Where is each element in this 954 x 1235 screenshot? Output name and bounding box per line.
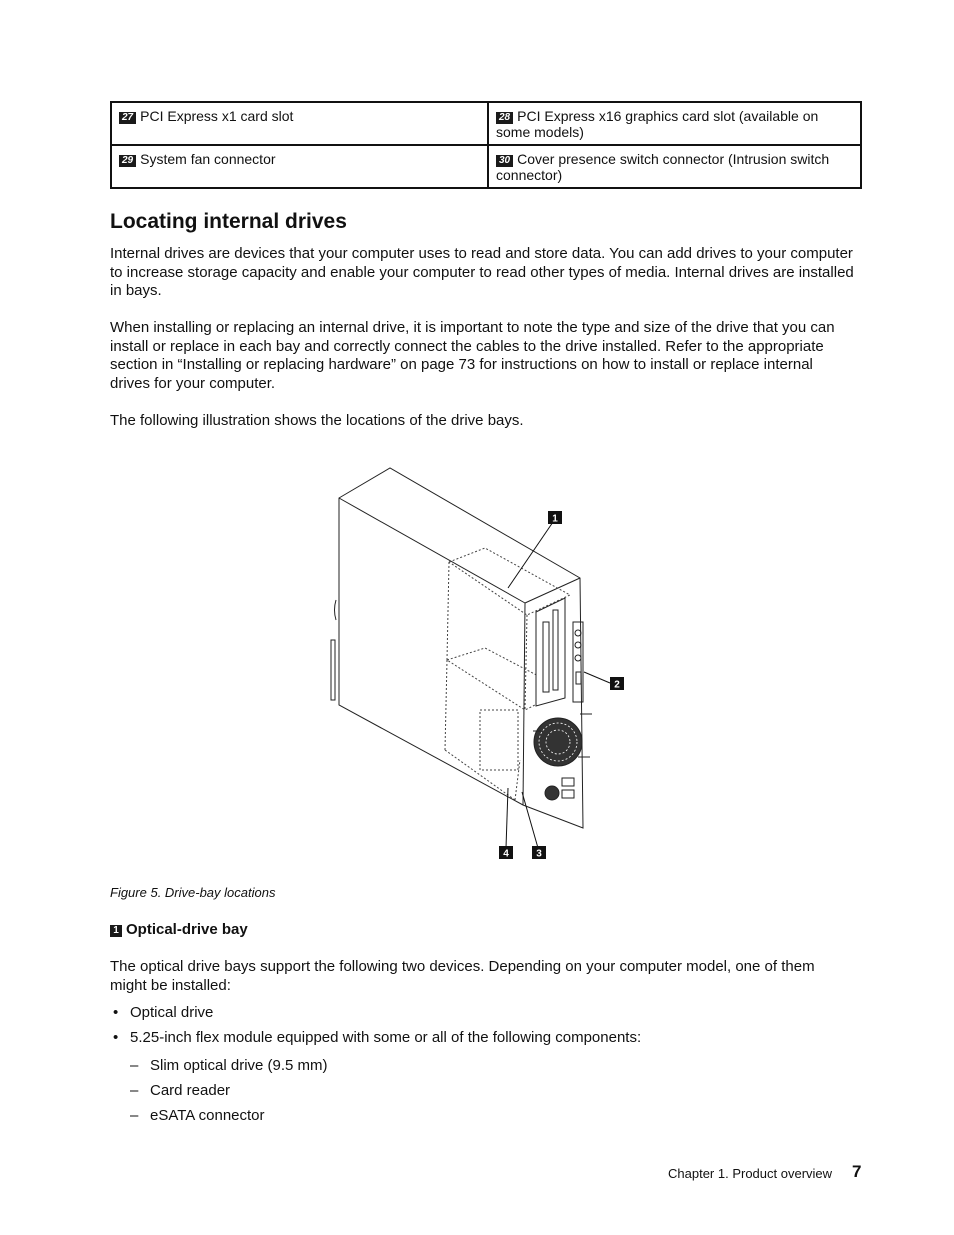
callout-1 xyxy=(548,511,562,525)
callout-badge: 29 xyxy=(119,155,136,167)
callout-3 xyxy=(532,846,546,860)
install-paragraph: When installing or replacing an internal drive, it is important to note the type and size of the drive that you can install or replace in each bay and correctly connect the cables to the drive installed. Refer to the appropriate section in “Installing or replacing hardware” on page 73 for instructions on how to install or replace internal drives for your computer. xyxy=(110,319,835,393)
callout-badge: 30 xyxy=(496,155,513,167)
callout-badge: 27 xyxy=(119,112,136,124)
handle-icon xyxy=(331,640,335,700)
svg-text:3: 3 xyxy=(536,848,542,860)
footer-chapter: Chapter 1. Product overview xyxy=(668,1166,833,1181)
table-row xyxy=(111,145,861,188)
table-cell xyxy=(488,145,861,188)
bullet-icon: • xyxy=(113,1004,119,1021)
optical-intro-paragraph: The optical drive bays support the following two devices. Depending on your computer model, one of them might be installed: xyxy=(110,958,815,994)
table-cell xyxy=(111,145,488,188)
svg-text:4: 4 xyxy=(503,848,509,860)
table-cell xyxy=(111,102,488,145)
optical-drive-icon xyxy=(536,598,565,706)
table-cell xyxy=(488,102,861,145)
illustration-paragraph: The following illustration shows the locations of the drive bays. xyxy=(110,412,524,429)
svg-text:1: 1 xyxy=(552,513,558,525)
section-title: Locating internal drives xyxy=(110,210,347,233)
latch-icon xyxy=(335,600,337,620)
table-row xyxy=(111,102,861,145)
list-item: • 5.25-inch flex module equipped with some or all of the following components: xyxy=(113,1029,642,1046)
cell-text: PCI Express x16 graphics card slot (available on some models) xyxy=(496,108,819,140)
optical-bay-title: Optical-drive bay xyxy=(126,921,248,938)
device-list xyxy=(110,1004,641,1047)
svg-text:2: 2 xyxy=(614,679,620,691)
figure-caption: Figure 5. Drive-bay locations xyxy=(110,885,276,900)
callout-4 xyxy=(499,846,513,860)
dash-icon: – xyxy=(130,1107,139,1124)
drive-bay-illustration xyxy=(300,460,640,870)
list-item: • Optical drive xyxy=(113,1004,214,1021)
bullet-icon: • xyxy=(113,1029,119,1046)
small-fan-icon xyxy=(545,786,559,800)
callout-badge: 28 xyxy=(496,112,513,124)
fan-grill-icon xyxy=(534,718,582,766)
flex-module-component-list xyxy=(130,1057,328,1132)
callout-2 xyxy=(610,677,624,691)
cell-text: Cover presence switch connector (Intrusion switch connector) xyxy=(496,151,830,183)
cell-text: System fan connector xyxy=(140,151,276,167)
list-item: – Card reader xyxy=(130,1082,231,1099)
intro-paragraph: Internal drives are devices that your computer uses to read and store data. You can add drives to your computer to increase storage capacity and enable your computer to read other types of media. Internal drives are installed in bays. xyxy=(110,245,854,300)
optical-bay-heading xyxy=(110,920,248,940)
footer-page-number: 7 xyxy=(852,1162,862,1181)
cell-text: PCI Express x1 card slot xyxy=(140,108,294,124)
list-item: – eSATA connector xyxy=(130,1107,265,1124)
dash-icon: – xyxy=(130,1057,139,1074)
list-item: – Slim optical drive (9.5 mm) xyxy=(130,1057,328,1074)
dash-icon: – xyxy=(130,1082,139,1099)
connector-table xyxy=(110,101,862,189)
callout-badge: 1 xyxy=(110,925,122,937)
